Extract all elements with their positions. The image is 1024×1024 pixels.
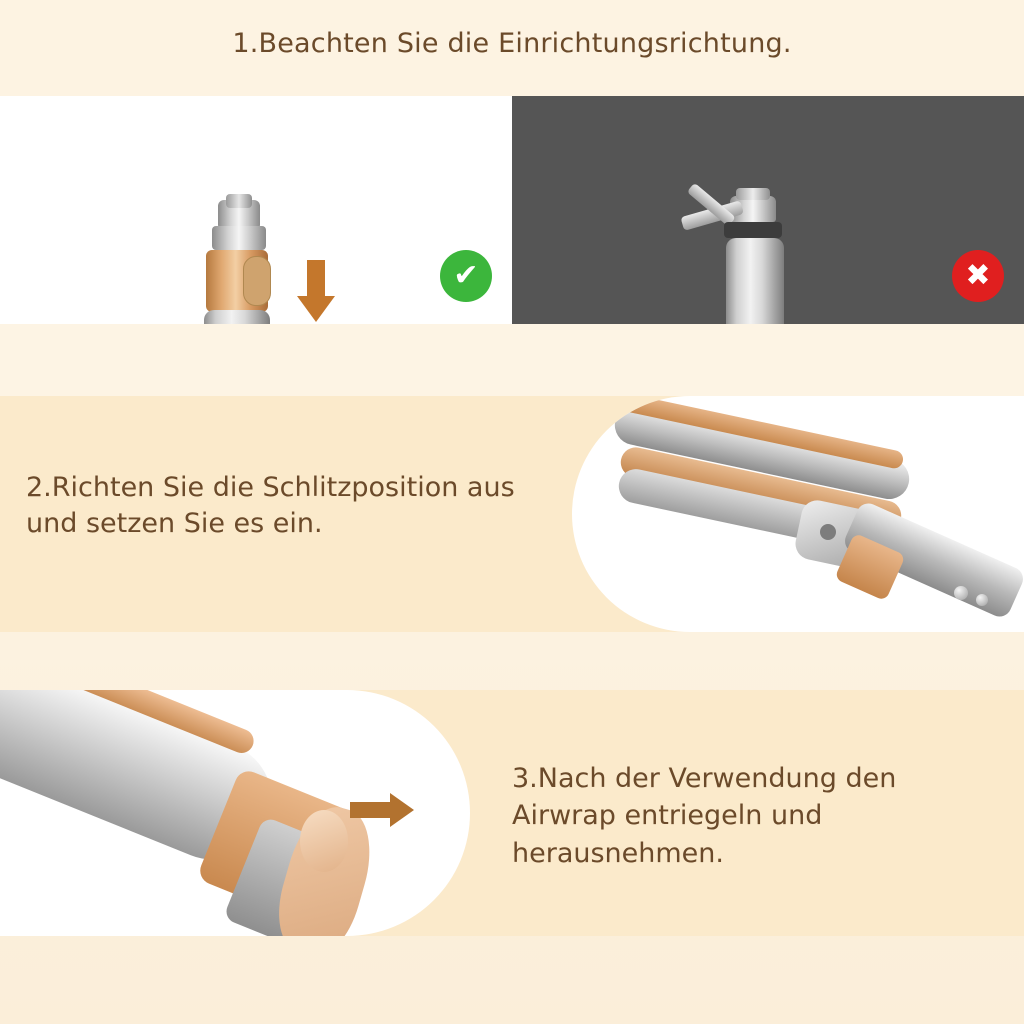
device-dark-collar (724, 222, 782, 238)
device-barrel-wrong (726, 238, 784, 324)
step-2-image (572, 396, 1024, 632)
step-3-image (0, 690, 470, 936)
device-handle-button-b (976, 594, 988, 606)
attachment-hinge-pin (820, 524, 836, 540)
check-icon: ✔ (440, 250, 492, 302)
device-handle-button-a (954, 586, 968, 600)
device-barrel (204, 310, 270, 324)
step-1-title: 1.Beachten Sie die Einrichtungsrichtung. (232, 28, 792, 59)
device-tip (226, 194, 252, 208)
step-2-title: 2.Richten Sie die Schlitzposition aus und setzen Sie es ein. (26, 472, 515, 540)
device-collar (212, 226, 266, 250)
step-1-correct-panel (0, 96, 512, 324)
cross-icon: ✖ (952, 250, 1004, 302)
step-3-title: 3.Nach der Verwendung den Airwrap entriegeln und herausnehmen. (512, 763, 897, 869)
step-1-incorrect-panel (512, 96, 1024, 324)
thumb-nail (300, 810, 348, 872)
device-tip-wrong (736, 188, 770, 200)
step-1-panel-row (0, 96, 1024, 324)
device-slot (243, 256, 271, 306)
